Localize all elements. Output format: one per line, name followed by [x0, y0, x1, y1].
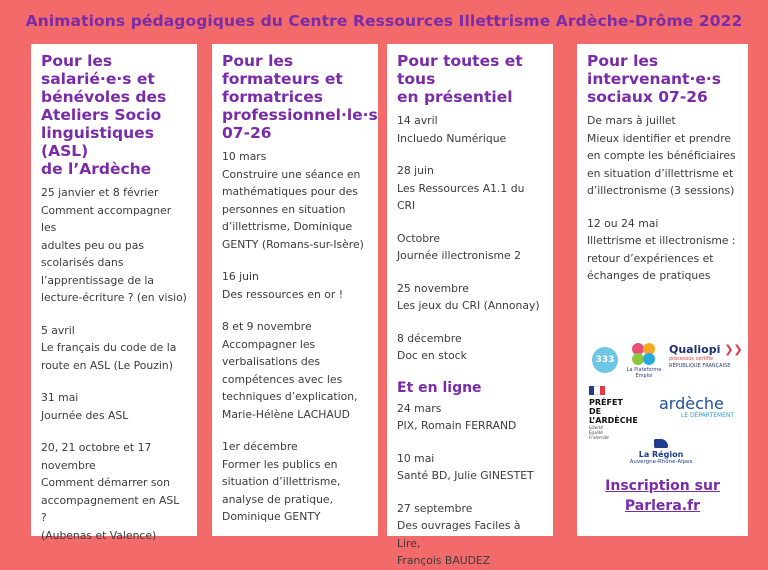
event-item [397, 162, 543, 215]
event-date: 14 avril [397, 114, 438, 127]
event-date: 20, 21 octobre et 17 [41, 441, 152, 454]
flag-icon [589, 386, 605, 395]
column-heading [222, 52, 378, 142]
event-item [397, 280, 543, 315]
heading-line: de l’Ardèche [41, 160, 152, 178]
event-date: 8 et 9 novembre [222, 320, 312, 333]
heading-line: formateurs et [222, 70, 343, 88]
heading-line: professionnel·le·s [222, 106, 378, 124]
plateforme-text: Emploi [635, 373, 653, 379]
event-item [587, 215, 738, 285]
registration-link-line[interactable]: Parlera.fr [624, 498, 701, 514]
ardeche-sub: LE DÉPARTEMENT [681, 412, 735, 419]
event-text: d’illettrisme, Dominique [222, 220, 353, 233]
event-date: 28 juin [397, 164, 434, 177]
heading-line: intervenant·e·s [587, 70, 721, 88]
event-text: personnes en situation [222, 202, 346, 216]
logo-qualiopi [669, 344, 745, 370]
prefet-text: DE L’ARDÈCHE [589, 407, 638, 425]
event-text: accompagnement en ASL ? [41, 493, 180, 524]
event-date: 25 janvier et 8 février [41, 186, 159, 199]
event-item [397, 330, 543, 365]
heading-line: Pour les [222, 52, 294, 70]
event-item [397, 112, 543, 147]
prefet-text: PRÉFET [589, 398, 623, 407]
event-date: 5 avril [41, 323, 75, 337]
heading-line: Pour toutes et tous [397, 52, 523, 88]
prefet-motto: Liberté [589, 425, 604, 430]
event-text: Mieux identifier et prendre [587, 131, 732, 145]
event-text: Journée des ASL [41, 408, 129, 422]
plateforme-text: La Plateforme [626, 367, 662, 373]
event-date: 16 juin [222, 270, 259, 283]
event-date: 10 mai [397, 451, 435, 465]
event-text: situation d’illettrisme, [222, 475, 341, 488]
event-text: PIX, Romain FERRAND [397, 419, 517, 432]
event-text: en situation d’illettrisme et [587, 166, 734, 180]
logo-333-text: 333 [595, 355, 615, 365]
qualiopi-arrow-icon: ❯❯ [724, 343, 743, 356]
event-text: verbalisations des [222, 355, 321, 368]
event-text: scolarisés dans [41, 256, 124, 269]
event-date: 8 décembre [397, 331, 462, 345]
event-date: 25 novembre [397, 281, 469, 295]
event-text: Incluedo Numérique [397, 131, 507, 145]
event-text: Des ressources en or ! [222, 287, 344, 301]
column-heading [397, 52, 543, 106]
logo-prefet [589, 386, 651, 440]
heading-line: linguistiques (ASL) [41, 124, 154, 160]
page-title: Animations pédagogiques du Centre Ressources Illettrisme Ardèche-Drôme 2022 [25, 12, 743, 30]
event-text: Santé BD, Julie GINESTET [397, 469, 534, 482]
event-date: Octobre [397, 231, 440, 245]
event-date: 1er décembre [222, 440, 298, 453]
event-item [41, 389, 187, 424]
heading-line: salarié·e·s et [41, 70, 155, 88]
event-item [397, 230, 543, 265]
event-date: novembre [41, 458, 96, 472]
event-text: échanges de pratiques [587, 269, 711, 282]
event-text: Comment accompagner les [41, 203, 172, 234]
event-date: 12 ou 24 mai [587, 216, 659, 230]
event-item [222, 318, 368, 423]
region-text: La Région [638, 450, 684, 459]
event-date: 31 mai [41, 391, 79, 404]
event-text: Les Ressources A1.1 du CRI [397, 181, 525, 212]
event-item [222, 148, 368, 253]
heading-line: bénévoles des [41, 88, 167, 106]
ardeche-text: ardèche [659, 394, 724, 413]
event-text: Former les publics en [222, 457, 338, 471]
event-text: retour d’expériences et [587, 251, 714, 265]
event-text: adultes peu ou pas [41, 238, 144, 252]
event-text: Dominique GENTY [222, 510, 321, 523]
column-heading [587, 52, 738, 106]
event-item [41, 439, 187, 544]
event-text: en compte les bénéficiaires [587, 149, 736, 162]
event-item [397, 400, 543, 435]
event-item [587, 112, 738, 200]
event-text: analyse de pratique, [222, 492, 334, 506]
event-text: Le français du code de la [41, 341, 177, 354]
event-item [397, 500, 543, 570]
heading-line: Pour les [41, 52, 113, 70]
heading-line: Pour les [587, 52, 659, 70]
event-text: Journée illectronisme 2 [397, 249, 521, 262]
heading-line: Ateliers Socio [41, 106, 162, 124]
event-date: De mars à juillet [587, 114, 676, 127]
event-text: (Aubenas et Valence) [41, 528, 157, 542]
event-text: techniques d’explication, [222, 390, 358, 403]
column-asl [31, 44, 197, 542]
online-heading: Et en ligne [397, 379, 482, 396]
logo-333 [592, 347, 618, 373]
heading-line: en présentiel [397, 88, 513, 106]
heading-line: formatrices [222, 88, 323, 106]
prefet-motto: Égalité [589, 430, 603, 435]
partner-logos [577, 339, 748, 469]
plateforme-icon [629, 341, 659, 367]
event-date: 10 mars [222, 150, 267, 163]
column-heading [41, 52, 187, 178]
event-item [41, 184, 187, 307]
event-item [222, 438, 368, 526]
event-text: Comment démarrer son [41, 476, 170, 489]
logo-region [621, 439, 701, 466]
logo-plateforme-emploi [625, 341, 663, 381]
logo-ardeche [659, 395, 745, 420]
prefet-motto: Fraternité [589, 435, 609, 440]
event-text: d’illectronisme (3 sessions) [587, 184, 735, 197]
qualiopi-sub: processus certifié [669, 356, 714, 362]
column-intervenants [577, 44, 748, 536]
event-date: 24 mars [397, 401, 442, 415]
event-text: Construire une séance en [222, 167, 361, 181]
event-text: Illettrisme et illectronisme : [587, 234, 736, 247]
event-text: lecture-écriture ? (en visio) [41, 291, 187, 304]
event-text: Accompagner les [222, 337, 316, 351]
event-item [41, 322, 187, 375]
event-text: mathématiques pour des [222, 185, 358, 198]
event-text: Les jeux du CRI (Annonay) [397, 299, 540, 312]
event-text: Marie-Hélène LACHAUD [222, 407, 350, 421]
event-text: l’apprentissage de la [41, 273, 155, 287]
qualiopi-rep: RÉPUBLIQUE FRANÇAISE [669, 363, 731, 369]
event-date: 27 septembre [397, 501, 473, 515]
region-sub: Auvergne-Rhône-Alpes [629, 459, 693, 465]
event-text: GENTY (Romans-sur-Isère) [222, 237, 364, 251]
qualiopi-text: Qualiopi [669, 343, 721, 356]
event-item [222, 268, 368, 303]
heading-line: sociaux 07-26 [587, 88, 708, 106]
column-formateurs [212, 44, 378, 536]
event-text: route en ASL (Le Pouzin) [41, 358, 173, 372]
column-tous [387, 44, 553, 567]
heading-line: 07-26 [222, 124, 272, 142]
event-text: Des ouvrages Faciles à Lire, [397, 519, 521, 550]
event-text: Doc en stock [397, 349, 467, 362]
registration-link-line[interactable]: Inscription sur [605, 478, 720, 494]
registration-link[interactable] [577, 476, 748, 516]
event-item [397, 450, 543, 485]
event-text: compétences avec les [222, 372, 343, 386]
region-icon [654, 439, 668, 448]
event-text: François BAUDEZ [397, 554, 491, 567]
